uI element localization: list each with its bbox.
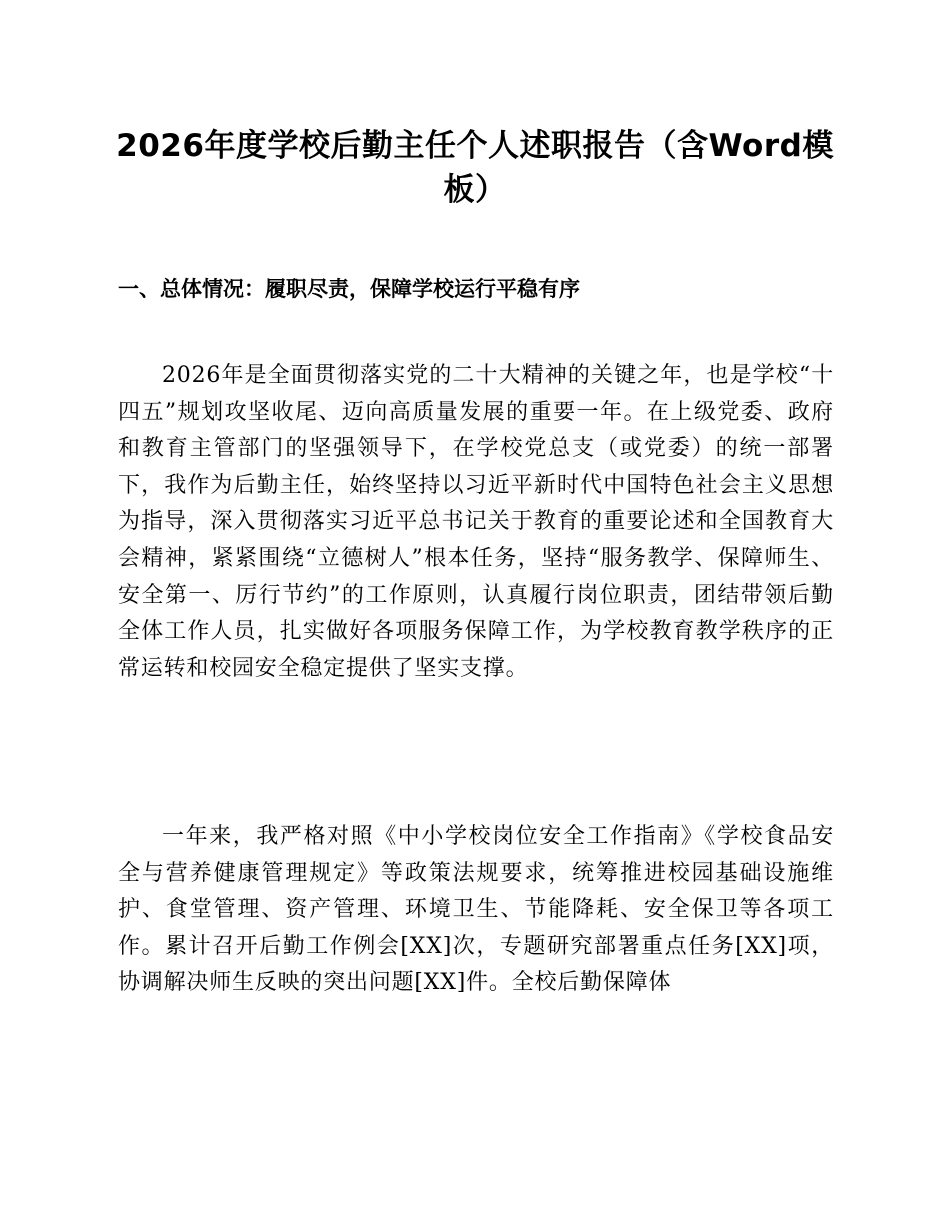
body-paragraph: 一年来，我严格对照《中小学校岗位安全工作指南》《学校食品安全与营养健康管理规定》等政策法规要求，统筹推进校园基础设施维护、食堂管理、资产管理、环境卫生、节能降耗、安全保卫等各项工作。累计召开后勤工作例会[XX]次，专题研究部署重点任务[XX]项，协调解决师生反映的突出问题[XX]件。全校后勤保障体: [118, 824, 834, 996]
document-title: 2026年度学校后勤主任个人述职报告（含Word模板）: [116, 128, 834, 208]
section-heading: 一、总体情况：履职尽责，保障学校运行平稳有序: [118, 277, 580, 301]
body-paragraph: 2026年是全面贯彻落实党的二十大精神的关键之年，也是学校“十四五”规划攻坚收尾、迈向高质量发展的重要一年。在上级党委、政府和教育主管部门的坚强领导下，在学校党总支（或党委）的统一部署下，我作为后勤主任，始终坚持以习近平新时代中国特色社会主义思想为指导，深入贯彻落实习近平总书记关于教育的重要论述和全国教育大会精神，紧紧围绕“立德树人”根本任务，坚持“服务教学、保障师生、安全第一、厉行节约”的工作原则，认真履行岗位职责，团结带领后勤全体工作人员，扎实做好各项服务保障工作，为学校教育教学秩序的正常运转和校园安全稳定提供了坚实支撑。: [118, 363, 834, 681]
